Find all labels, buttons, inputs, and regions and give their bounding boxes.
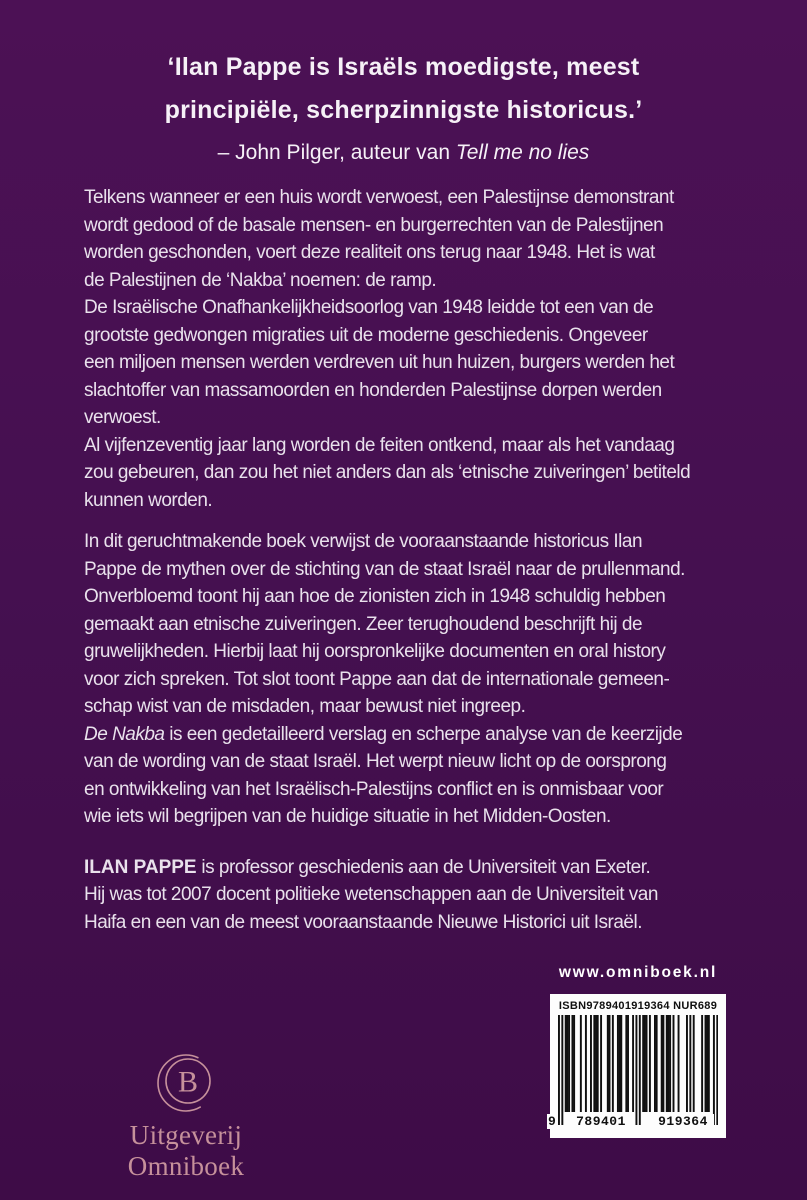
blurb-block-2-more-lines — [84, 748, 787, 831]
line-rest: is een gedetailleerd verslag en scherpe analyse van de keerzijde — [164, 723, 683, 745]
attribution-book-title: Tell me no lies — [455, 141, 590, 164]
text-line: De Israëlische Onafhankelijkheidsoorlog van 1948 leidde tot een van de — [84, 297, 654, 318]
text-line: slachtoffer van massamoorden en honderden Palestijnse dorpen werden — [84, 379, 662, 401]
book-title-italic: De Nakba — [84, 723, 165, 745]
text-line: de Palestijnen de ‘Nakba’ noemen: de ramp. — [84, 269, 437, 291]
text-line: wordt gedood of de basale mensen- en burgerrechten van de Palestijnen — [84, 214, 664, 236]
blurb-line-with-title — [84, 721, 787, 749]
text-line: Haifa en een van de meest vooraanstaande Nieuwe Historici uit Israël. — [84, 911, 642, 933]
review-quote — [0, 46, 807, 168]
quote-attribution — [0, 138, 807, 168]
text-line: Telkens wanneer er een huis wordt verwoest, een Palestijnse demonstrant — [84, 187, 674, 208]
publisher-logo — [76, 1050, 296, 1182]
blurb-block-1 — [84, 184, 787, 514]
barcode-digit-group: 789401 — [570, 1114, 632, 1129]
blurb-block-2 — [84, 528, 787, 831]
quote-line-1: ‘Ilan Pappe is Israëls moedigste, meest — [167, 53, 640, 81]
text-line: In dit geruchtmakende boek verwijst de vooraanstaande historicus Ilan — [84, 531, 643, 552]
barcode-bars — [548, 1015, 718, 1129]
text-line: wie iets wil begrijpen van de huidige situatie in het Midden-Oosten. — [84, 806, 611, 827]
publisher-website-url: www.omniboek.nl — [558, 964, 718, 981]
isbn-label: ISBN9789401919364 NUR689 — [558, 1000, 718, 1012]
author-name: ILAN PAPPE — [84, 856, 197, 878]
b-monogram-icon — [153, 1050, 219, 1116]
text-line: kunnen worden. — [84, 489, 213, 511]
text-line: en ontwikkeling van het Israëlisch-Palestijns conflict en is onmisbaar voor — [84, 778, 664, 800]
barcode-bars-icon — [558, 1015, 718, 1127]
text-line: Hij was tot 2007 docent politieke wetenschappen aan de Universiteit van — [84, 884, 658, 905]
text-line: zou gebeuren, dan zou het niet anders dan als ‘etnische zuiveringen’ betiteld — [84, 462, 691, 483]
text-line: voor zich spreken. Tot slot toont Pappe aan dat de internationale gemeen- — [84, 668, 670, 690]
text-line: verwoest. — [84, 407, 161, 428]
text-line: worden geschonden, voert deze realiteit ons terug naar 1948. Het is wat — [84, 242, 655, 263]
bio-line-1 — [84, 854, 787, 882]
blurb-block-2-lines — [84, 528, 787, 721]
text-line: schap wist van de misdaden, maar bewust niet ingreep. — [84, 696, 526, 717]
author-bio — [84, 854, 787, 937]
text-line: gemaakt aan etnische zuiveringen. Zeer terughoudend beschrijft hij de — [84, 613, 643, 635]
publisher-name: Uitgeverij Omniboek — [127, 1120, 245, 1181]
barcode-digit-group: 919364 — [652, 1114, 714, 1129]
quote-line-2: principiële, scherpzinnigste historicus.’ — [164, 96, 643, 124]
monogram-letter: B — [177, 1065, 199, 1099]
attribution-text: – John Pilger, auteur van — [217, 141, 456, 164]
bio-more-lines — [84, 881, 787, 936]
text-line: Pappe de mythen over de stichting van de staat Israël naar de prullenmand. — [84, 558, 685, 580]
line-rest: is professor geschiedenis aan de Universiteit van Exeter. — [196, 856, 651, 878]
text-line: grootste gedwongen migraties uit de moderne geschiedenis. Ongeveer — [84, 324, 648, 346]
text-line: gruwelijkheden. Hierbij laat hij oorspronkelijke documenten en oral history — [84, 641, 666, 662]
barcode-digit-group: 9 — [548, 1114, 557, 1129]
text-line: Onverbloemd toont hij aan hoe de zionisten zich in 1948 schuldig hebben — [84, 586, 666, 607]
text-line: een miljoen mensen werden verdreven uit hun huizen, burgers werden het — [84, 352, 675, 373]
barcode — [550, 994, 726, 1138]
back-cover-blurb — [84, 184, 787, 936]
text-line: van de wording van de staat Israël. Het werpt nieuw licht op de oorsprong — [84, 751, 667, 772]
text-line: Al vijfenzeventig jaar lang worden de feiten ontkend, maar als het vandaag — [84, 434, 675, 456]
